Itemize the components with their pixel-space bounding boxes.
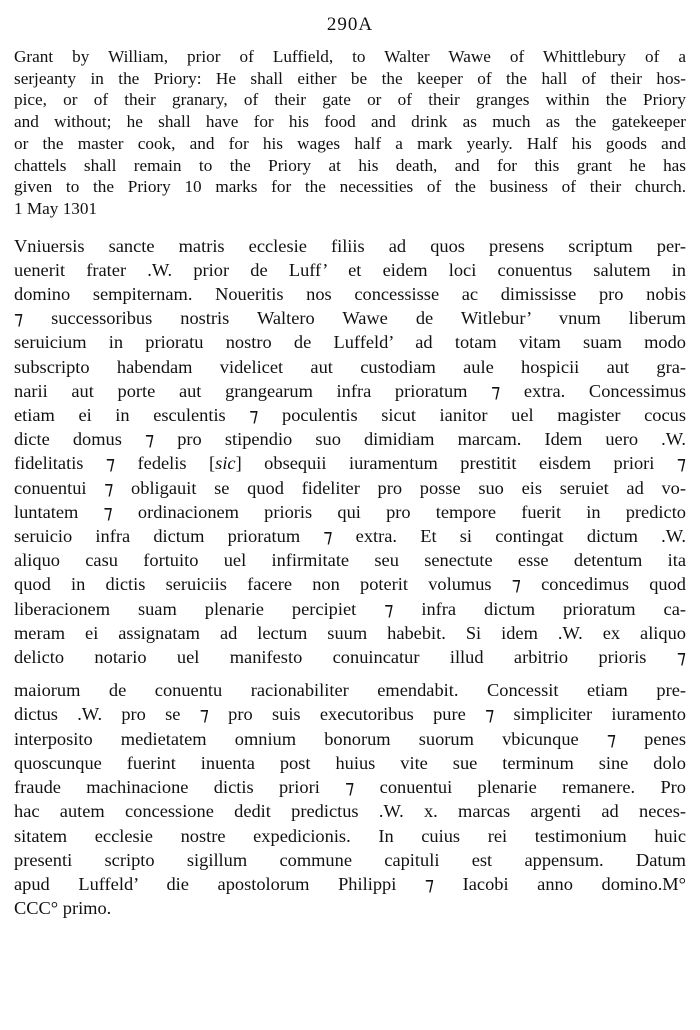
charter-line: quod in dictis seruiciis facere non poterit volumus ⁊ concedimus quod bbox=[14, 574, 686, 595]
charter-line: meram ei assignatam ad lectum suum habebit. Si idem .W. ex aliquo bbox=[14, 622, 686, 643]
summary-line: chattels shall remain to the Priory at his death, and for this grant he has bbox=[14, 155, 686, 175]
charter-line: apud Luffeld’ die apostolorum Philippi ⁊ Iacobi anno domino.M° bbox=[14, 873, 686, 894]
charter-line: Vniuersis sancte matris ecclesie filiis ad quos presens scriptum per- bbox=[14, 235, 686, 256]
charter-line: narii aut porte aut grangearum infra prioratum ⁊ extra. Concessimus bbox=[14, 380, 686, 401]
charter-line: sitatem ecclesie nostre expedicionis. In cuius rei testimonium huic bbox=[14, 825, 686, 846]
charter-line: seruicium in prioratu nostro de Luffeld’ ad totam vitam suam modo bbox=[14, 332, 686, 353]
document-page bbox=[14, 14, 686, 920]
latin-charter-part-1 bbox=[14, 234, 686, 670]
charter-line: dictus .W. pro se ⁊ pro suis executoribus pure ⁊ simpliciter iuramento bbox=[14, 704, 686, 725]
charter-line: fraude machinacione dictis priori ⁊ conuentui plenarie remanere. Pro bbox=[14, 777, 686, 798]
summary-line: pice, or of their granary, of their gate or of their granges within the Priory bbox=[14, 90, 686, 110]
summary-line: Grant by William, prior of Luffield, to Walter Wawe of Whittlebury of a bbox=[14, 47, 686, 66]
charter-line: aliquo casu fortuito uel infirmitate seu senectute esse detentum ita bbox=[14, 550, 686, 571]
summary-date: 1 May 1301 bbox=[14, 198, 98, 218]
charter-line: liberacionem suam plenarie percipiet ⁊ infra dictum prioratum ca- bbox=[14, 598, 686, 619]
charter-line: subscripto habendam videlicet aut custodiam aule hospicii aut gra- bbox=[14, 356, 686, 377]
sic-annotation: sic bbox=[215, 453, 236, 474]
charter-line: luntatem ⁊ ordinacionem prioris qui pro tempore fuerit in predicto bbox=[14, 501, 686, 522]
page-number: 290A bbox=[326, 14, 374, 35]
charter-line: presenti scripto sigillum commune capituli est appensum. Datum bbox=[14, 849, 686, 870]
latin-charter-part-2 bbox=[14, 678, 686, 920]
charter-line: domino sempiternam. Noueritis nos concessisse ac dimississe pro nobis bbox=[14, 284, 686, 305]
charter-line: fidelitatis ⁊ fedelis [sic] obsequii iuramentum prestitit eisdem priori ⁊ bbox=[14, 453, 686, 474]
charter-line: maiorum de conuentu racionabiliter emendabit. Concessit etiam pre- bbox=[14, 680, 686, 701]
charter-line: CCC° primo. bbox=[14, 898, 112, 919]
summary-line: given to the Priory 10 marks for the necessities of the business of their church. bbox=[14, 177, 686, 197]
charter-line: delicto notario uel manifesto conuincatur illud arbitrio prioris ⁊ bbox=[14, 647, 686, 668]
charter-line: hac autem concessione dedit predictus .W. x. marcas argenti ad neces- bbox=[14, 801, 686, 822]
summary-line: or the master cook, and for his wages half a mark yearly. Half his goods and bbox=[14, 133, 686, 153]
charter-line: interposito medietatem omnium bonorum suorum vbicunque ⁊ penes bbox=[14, 728, 686, 749]
summary-line: and without; he shall have for his food and drink as much as the gatekeeper bbox=[14, 112, 686, 132]
charter-line: quoscunque fuerint inuenta post huius vite sue terminum sine dolo bbox=[14, 752, 686, 773]
charter-line: dicte domus ⁊ pro stipendio suo dimidiam marcam. Idem uero .W. bbox=[14, 429, 686, 450]
charter-line: seruicio infra dictum prioratum ⁊ extra. Et si contingat dictum .W. bbox=[14, 526, 686, 547]
charter-line: conuentui ⁊ obligauit se quod fideliter pro posse suo eis seruiet ad vo- bbox=[14, 477, 686, 498]
charter-line: ⁊ successoribus nostris Waltero Wawe de Witlebur’ vnum liberum bbox=[14, 308, 686, 329]
charter-line: uenerit frater .W. prior de Luff’ et eidem loci conuentus salutem in bbox=[14, 259, 686, 280]
summary-line: serjeanty in the Priory: He shall either be the keeper of the hall of their hos- bbox=[14, 68, 686, 88]
charter-line: etiam ei in esculentis ⁊ poculentis sicut ianitor uel magister cocus bbox=[14, 405, 686, 426]
english-summary bbox=[14, 46, 686, 220]
